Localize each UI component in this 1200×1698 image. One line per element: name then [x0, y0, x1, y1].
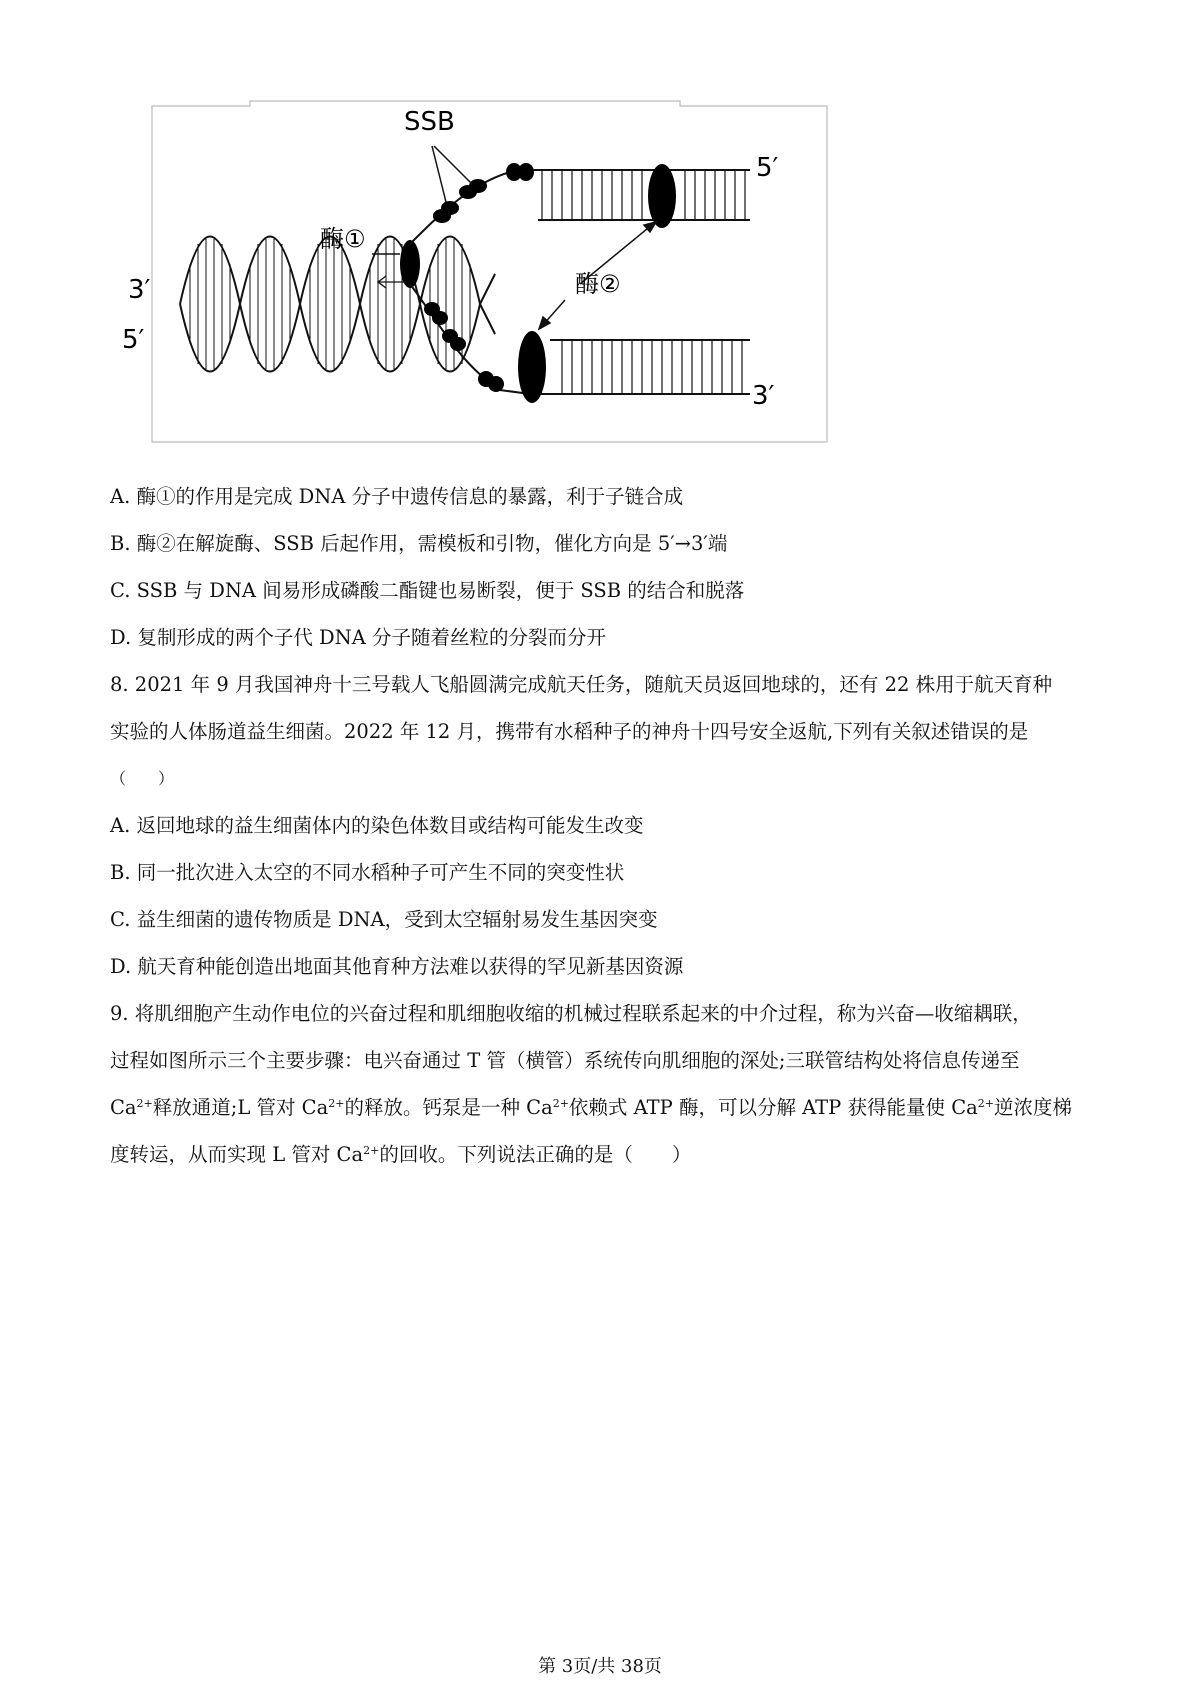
- q9-stem-line2: 过程如图所示三个主要步骤：电兴奋通过 T 管（横管）系统传向肌细胞的深处;三联管结构处将信息传递至: [110, 1049, 1020, 1072]
- left-top-end-label: 3′: [128, 275, 151, 305]
- q8-option-c: C. 益生细菌的遗传物质是 DNA，受到太空辐射易发生基因突变: [110, 908, 658, 931]
- left-bottom-end-label: 5′: [122, 325, 145, 355]
- ssb-label: SSB: [404, 107, 455, 137]
- q8-option-a: A. 返回地球的益生细菌体内的染色体数目或结构可能发生改变: [110, 814, 644, 837]
- q7-option-a: A. 酶①的作用是完成 DNA 分子中遗传信息的暴露，利于子链合成: [110, 485, 684, 508]
- helicase-direction-arrow: [378, 276, 405, 288]
- enzyme2-lower-shape: [518, 331, 546, 403]
- q9-stem-line4: 度转运，从而实现 L 管对 $Ca^{2+}$的回收。下列说法正确的是（ ）: [110, 1143, 692, 1166]
- q9-stem-line1: 9. 将肌细胞产生动作电位的兴奋过程和肌细胞收缩的机械过程联系起来的中介过程，称为兴奋—收缩耦联，: [110, 1002, 1032, 1025]
- q9-stem-line3: $Ca^{2+}$释放通道;L 管对 $Ca^{2+}$的释放。钙泵是一种 $Ca^{2+}$依赖式 ATP 酶，可以分解 ATP 获得能量使 $Ca^{2+}$逆浓度梯: [110, 1096, 1072, 1119]
- dna-replication-figure: [122, 104, 830, 444]
- q7-option-d: D. 复制形成的两个子代 DNA 分子随着丝粒的分裂而分开: [110, 626, 607, 649]
- lower-right-duplex: [530, 340, 750, 394]
- right-top-end-label: 5′: [756, 153, 779, 183]
- upper-right-duplex: [535, 170, 750, 220]
- ssb-proteins-upper: [433, 163, 534, 223]
- page-footer: 第 3页/共 38页: [538, 1656, 662, 1677]
- dna-replication-diagram: [122, 104, 830, 444]
- ssb-proteins-lower: [424, 302, 504, 392]
- enzyme2-upper-shape: [648, 164, 676, 228]
- q8-answer-blank: （ ）: [110, 769, 175, 788]
- enzyme2-label: 酶②: [575, 270, 621, 298]
- enzyme1-label: 酶①: [320, 225, 366, 253]
- enzyme1-shape: [400, 240, 420, 288]
- q8-option-b: B. 同一批次进入太空的不同水稻种子可产生不同的突变性状: [110, 861, 625, 884]
- q8-option-d: D. 航天育种能创造出地面其他育种方法难以获得的罕见新基因资源: [110, 955, 684, 978]
- q8-stem-line1: 8. 2021 年 9 月我国神舟十三号载人飞船圆满完成航天任务，随航天员返回地球的，还有 22 株用于航天育种: [110, 673, 1053, 696]
- right-bottom-end-label: 3′: [752, 381, 775, 411]
- figure-frame: [152, 101, 827, 442]
- double-helix: [180, 237, 495, 372]
- q7-option-c: C. SSB 与 DNA 间易形成磷酸二酯键也易断裂，便于 SSB 的结合和脱落: [110, 579, 745, 602]
- q8-stem-line2: 实验的人体肠道益生细菌。2022 年 12 月，携带有水稻种子的神舟十四号安全返航,下列有关叙述错误的是: [110, 720, 1029, 743]
- q7-option-b: B. 酶②在解旋酶、SSB 后起作用，需模板和引物，催化方向是 5′→3′端: [110, 532, 728, 555]
